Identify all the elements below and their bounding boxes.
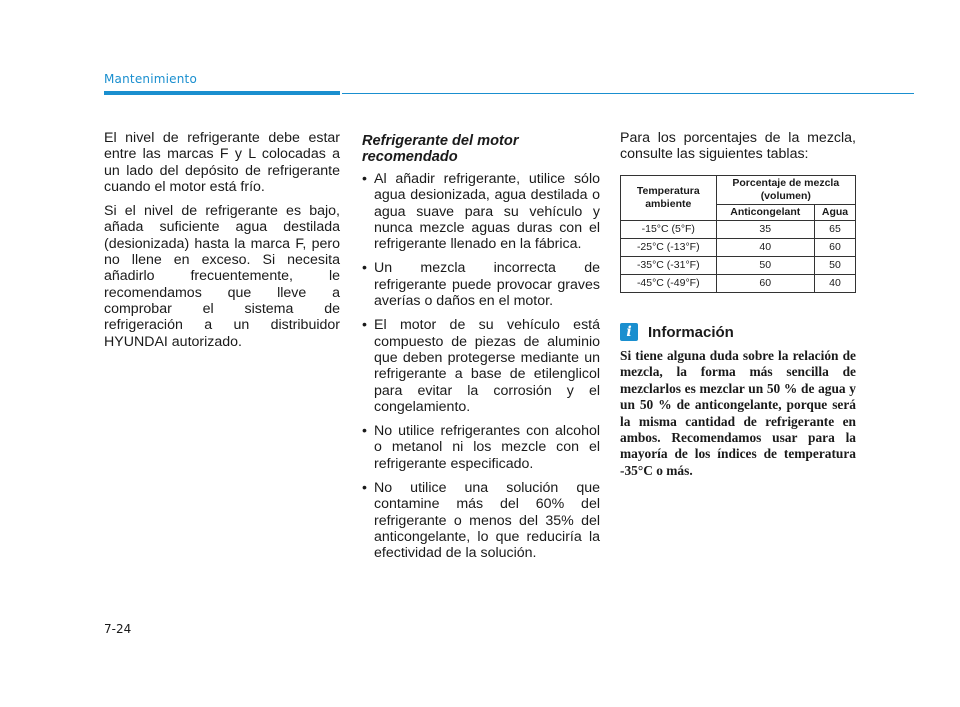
recommended-coolant-heading: Refrigerante del motor recomendado: [362, 133, 519, 165]
list-item: • El motor de su vehículo está compuesto de piezas de aluminio que deben protegerse mediante un refrigerante a base de etilenglicol para evitar la corrosión y el congelamiento.: [362, 317, 600, 415]
table-row: -15°C (5°F) 35 65: [621, 220, 856, 238]
table-row: -45°C (-49°F) 60 40: [621, 274, 856, 292]
list-item: • Al añadir refrigerante, utilice sólo agua desionizada, agua destilada o agua suave para su vehículo y nunca mezcle aguas duras con el refrigerante llenado en la fábrica.: [362, 171, 600, 253]
info-header: [620, 323, 734, 341]
bullet-icon: •: [362, 317, 367, 334]
table-header-percentage: Porcentaje de mezcla (volumen): [716, 175, 855, 204]
bullet-icon: •: [362, 480, 367, 497]
table-header-antifreeze: Anticongelant: [716, 204, 814, 220]
column-middle: [362, 133, 600, 570]
column-right: [620, 130, 856, 293]
table-header-temperature: Temperatura ambiente: [621, 175, 717, 220]
coolant-level-paragraph: El nivel de refrigerante debe estar entre las marcas F y L colocadas a un lado del depósito de refrigerante cuando el motor está frío.: [104, 130, 340, 195]
info-icon: i: [620, 323, 638, 341]
list-item: • Un mezcla incorrecta de refrigerante puede provocar graves averías o daños en el motor.: [362, 260, 600, 310]
coolant-low-paragraph: Si el nivel de refrigerante es bajo, añada suficiente agua destilada (desionizada) hasta la marca F, pero no llene en exceso. Si necesita añadirlo frecuentemente, le recomendamos que lleve a comprobar el sistema de refrigeración a un distribuidor HYUNDAI autorizado.: [104, 203, 340, 350]
mixture-intro: Para los porcentajes de la mezcla, consulte las siguientes tablas:: [620, 130, 856, 163]
bullet-icon: •: [362, 260, 367, 277]
list-item: • No utilice una solución que contamine más del 60% del refrigerante o menos del 35% del anticongelante, lo que reduciría la efectividad de la solución.: [362, 480, 600, 562]
page-number: 7-24: [104, 622, 132, 636]
info-title: Información: [648, 323, 734, 341]
header-rule-thick: [104, 91, 340, 95]
table-row: -25°C (-13°F) 40 60: [621, 238, 856, 256]
table-header-water: Agua: [814, 204, 855, 220]
bullet-icon: •: [362, 423, 367, 440]
list-item: • No utilice refrigerantes con alcohol o metanol ni los mezcle con el refrigerante especificado.: [362, 423, 600, 472]
mixture-table: [620, 175, 856, 293]
section-title: Mantenimiento: [104, 72, 197, 86]
table-row: -35°C (-31°F) 50 50: [621, 256, 856, 274]
column-left: [104, 130, 340, 358]
coolant-bullet-list: [362, 171, 600, 562]
bullet-icon: •: [362, 171, 367, 187]
header-rule-thin: [342, 93, 914, 94]
info-text: Si tiene alguna duda sobre la relación de mezcla, la forma más sencilla de mezclarlos es mezclar un 50 % de agua y un 50 % de anticongelante, porque será la misma cantidad de refrigerante en ambos. Recomendamos usar para la mayoría de los índices de temperatura -35°C o más.: [620, 348, 856, 478]
